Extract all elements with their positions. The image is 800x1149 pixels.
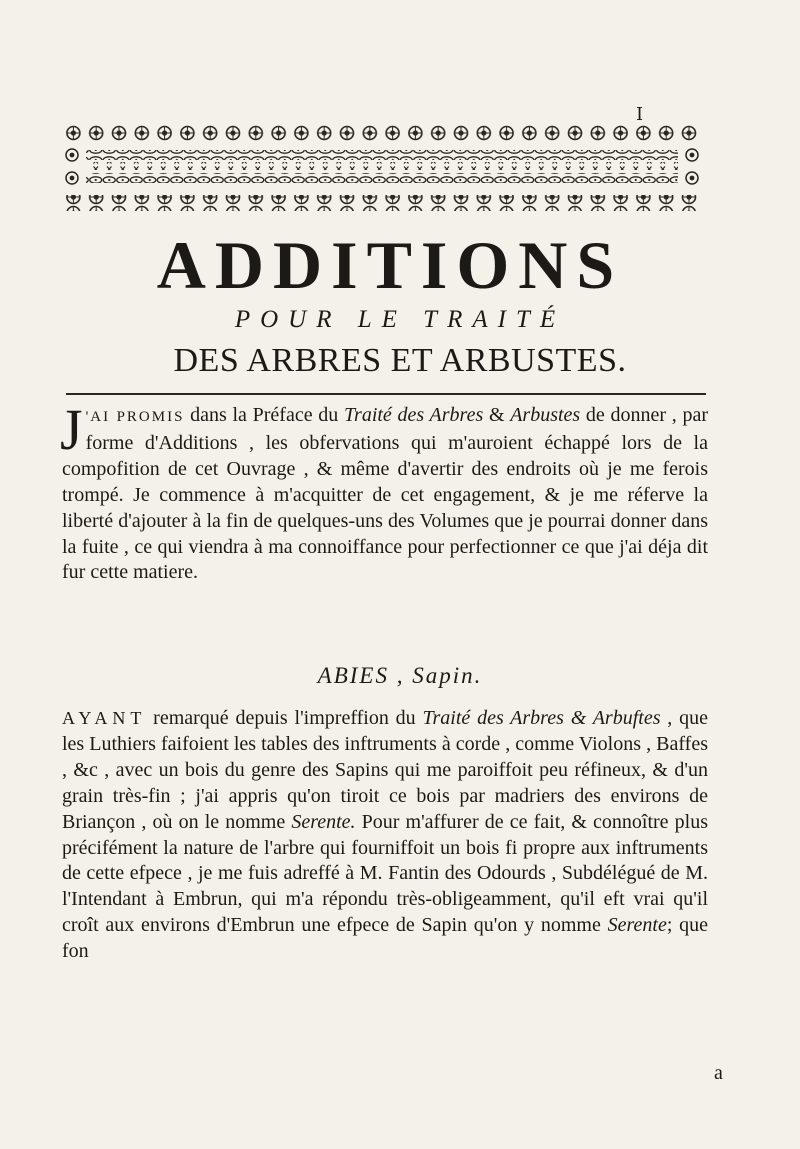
section-term-serente-2: Serente (607, 914, 667, 937)
drop-cap: J (60, 397, 83, 462)
main-title: ADDITIONS (156, 227, 624, 303)
book-title-ref: Traité des Arbres (344, 404, 484, 426)
section-text-5: ; que fon (62, 914, 708, 963)
catchword: a (714, 1062, 723, 1084)
intro-text-1: dans la Préface du (184, 404, 345, 426)
section-book-ref: Traité des Arbres (422, 707, 564, 729)
book-title-ref-2: Arbustes (510, 404, 581, 426)
subtitle: POUR LE TRAITÉ (234, 306, 566, 333)
section-heading: ABIES , Sapin. (317, 663, 483, 688)
opening-words: 'AI PROMIS (85, 409, 185, 425)
decorative-headpiece (62, 125, 702, 211)
section-term-serente: Serente. (291, 810, 356, 833)
section-text-2 (564, 707, 571, 729)
intro-paragraph (60, 397, 709, 586)
title-rule (66, 393, 706, 395)
subtitle-line-2: DES ARBRES ET ARBUSTES. (173, 342, 627, 379)
intro-text-3: de donner , par forme d'Additions , les obfervations qui m'auroient échappé lors de la compofition de cet Ouvrage , & même d'avertir des endroits où je me ferois trompé. Je commence à m'acquitter de cet engagement, & je me réferve la liberté d'ajouter à la fin de quelques-uns des Volumes que je pourrai donner dans la fuite , ce qui viendra à ma connoiffance pour perfectionner ce que j'ai déja dit fur cette matiere. (62, 404, 709, 584)
page-number: I (636, 104, 644, 125)
section-text-3: , que les Luthiers faifoient les tables des inftruments à corde , comme Violons , Baffes , &c , avec un bois du genre des Sapins qui me paroiffoit peu réfineux, & d'un grain très-fin ; j'ai appris qu'on tiroit ce bois par madriers des environs de Briançon , où on le nomme (62, 707, 708, 833)
section-paragraph (62, 706, 708, 965)
section-book-ref-2: & Arbuftes (570, 707, 661, 729)
section-text-1: remarqué depuis l'impreffion du (146, 707, 423, 729)
section-text-4: Pour m'affurer de ce fait, & connoître plus précifément la nature de l'arbre qui fourniffoit un bois fi propre aux inftruments de cette efpece , je me fuis adreffé à M. Fantin des Odourds , Subdélégué de M. l'Intendant à Embrun, qui m'a répondu très-obligeamment, qu'il eft vrai qu'il croît aux environs d'Embrun une efpece de Sapin qu'on y nomme (62, 810, 708, 937)
section-opening-word: AYANT (62, 708, 147, 728)
intro-text-2: & (483, 404, 511, 426)
